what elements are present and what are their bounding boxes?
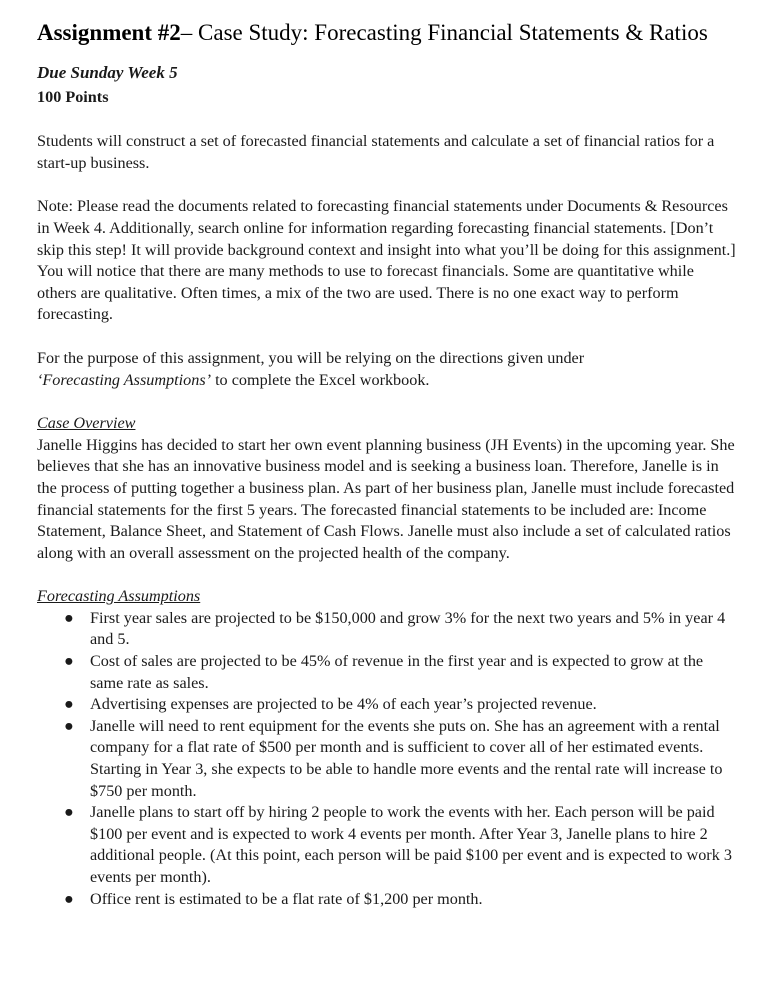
bullet-icon: ●	[64, 608, 74, 627]
list-item-text: Office rent is estimated to be a flat rate of $1,200 per month.	[90, 889, 483, 908]
list-item	[37, 694, 737, 716]
list-item-text: Janelle will need to rent equipment for the events she puts on. She has an agreement with a rental company for a flat rate of $500 per month and is sufficient to cover all of her estimated events. Starting in Year 3, she expects to be able to handle more events and the rental rate will increase to $750 per month.	[90, 716, 723, 800]
purpose-paragraph	[37, 348, 737, 391]
purpose-italic-reference: ‘Forecasting Assumptions’	[37, 370, 212, 389]
list-item-text: First year sales are projected to be $150,000 and grow 3% for the next two years and 5% in year 4 and 5.	[90, 608, 726, 649]
bullet-icon: ●	[64, 652, 74, 671]
list-item	[37, 651, 737, 694]
bullet-icon: ●	[64, 695, 74, 714]
title-subject: – Case Study: Forecasting Financial Statements & Ratios	[180, 20, 708, 45]
list-item	[37, 716, 737, 802]
note-paragraph: Note: Please read the documents related to forecasting financial statements under Documents & Resources in Week 4. Additionally, search online for information regarding forecasting financial statements. [Don’t skip this step! It will provide background context and insight into what you’ll be doing for this assignment.] You will notice that there are many methods to use to forecast financials. Some are quantitative while others are qualitative. Often times, a mix of the two are used. There is no one exact way to perform forecasting.	[37, 197, 736, 324]
points-value: 100 Points	[37, 87, 109, 106]
case-overview-heading: Case Overview	[37, 414, 136, 433]
purpose-text-before: For the purpose of this assignment, you will be relying on the directions given under	[37, 348, 585, 367]
due-date: Due Sunday Week 5	[37, 63, 178, 82]
bullet-icon: ●	[64, 889, 74, 908]
forecasting-assumptions-section	[37, 586, 737, 910]
title-assignment-number: Assignment #2	[37, 20, 181, 45]
list-item-text: Janelle plans to start off by hiring 2 people to work the events with her. Each person will be paid $100 per event and is expected to work 4 events per month. After Year 3, Janelle plans to hire 2 additional people. (At this point, each person will be paid $100 per event and is expected to work 3 events per month).	[90, 803, 732, 886]
list-item	[37, 802, 737, 888]
intro-paragraph: Students will construct a set of forecasted financial statements and calculate a set of financial ratios for a start-up business.	[37, 132, 715, 172]
list-item	[37, 889, 737, 911]
list-item-text: Cost of sales are projected to be 45% of revenue in the first year and is expected to grow at the same rate as sales.	[90, 652, 704, 692]
list-item-text: Advertising expenses are projected to be 4% of each year’s projected revenue.	[90, 695, 597, 714]
assumptions-list	[37, 608, 737, 910]
list-item	[37, 608, 737, 651]
document-page	[37, 18, 737, 910]
bullet-icon: ●	[64, 803, 74, 822]
page-title	[37, 18, 737, 47]
case-overview-section	[37, 413, 737, 564]
case-overview-body: Janelle Higgins has decided to start her own event planning business (JH Events) in the upcoming year. She believes that she has an innovative business model and is seeking a business loan. Therefore, Janelle is in the process of putting together a business plan. As part of her business plan, Janelle must include forecasted financial statements for the first 5 years. The forecasted financial statements to be included are: Income Statement, Balance Sheet, and Statement of Cash Flows. Janelle must also include a set of calculated ratios along with an overall assessment on the projected health of the company.	[37, 435, 735, 562]
forecasting-assumptions-heading: Forecasting Assumptions	[37, 587, 201, 606]
bullet-icon: ●	[64, 716, 74, 735]
purpose-text-after: to complete the Excel workbook.	[211, 370, 430, 389]
